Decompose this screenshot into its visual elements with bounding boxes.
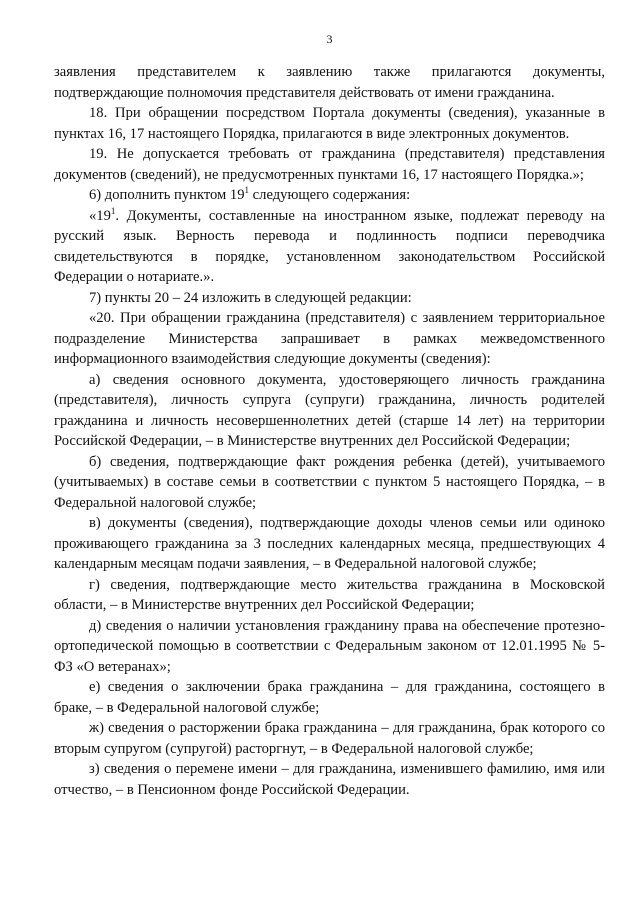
amendment-6-text-end: следующего содержания: xyxy=(249,187,411,203)
subitem-zh: ж) сведения о расторжении брака гражданина – для гражданина, брак которого со вторым супругом (супругой) расторгнут, – в Федеральной налоговой службе; xyxy=(54,720,605,757)
subitem-e: е) сведения о заключении брака гражданина – для гражданина, состоящего в браке, – в Федеральной налоговой службе; xyxy=(54,679,605,716)
paragraph-item-19-1 xyxy=(54,206,605,288)
subitem-b: б) сведения, подтверждающие факт рождения ребенка (детей), учитываемого (учитываемых) в составе семьи в соответствии с пунктом 5 настоящего Порядка, – в Федеральной налоговой службе; xyxy=(54,453,605,511)
amendment-6-text-start: 6) дополнить пунктом 19 xyxy=(89,187,245,203)
paragraph-item-19: 19. Не допускается требовать от гражданина (представителя) представления документов (сведений), не предусмотренных пунктами 16, 17 настоящего Порядка.»; xyxy=(54,146,605,183)
document-body xyxy=(54,62,605,800)
subitem-v: в) документы (сведения), подтверждающие доходы членов семьи или одиноко проживающего гражданина за 3 последних календарных месяца, предшествующих 4 календарным месяцам подачи заявления, – в Федеральной налоговой службе; xyxy=(54,515,605,572)
paragraph-amendment-6 xyxy=(54,185,605,206)
item-19-1-text: . Документы, составленные на иностранном языке, подлежат переводу на русский язык. Верность перевода и подлинность подписи переводчика свидетельствуются в порядке, установленном законодательством Российской Федерации о нотариате.». xyxy=(54,207,605,285)
amendment-6-superscript: 1 xyxy=(244,185,250,196)
paragraph-amendment-7: 7) пункты 20 – 24 изложить в следующей редакции: xyxy=(89,289,412,306)
subitem-d: д) сведения о наличии установления гражданину права на обеспечение протезно-ортопедической помощью в соответствии с Федеральным законом от 12.01.1995 № 5-ФЗ «О ветеранах»; xyxy=(54,617,605,675)
item-19-1-number: «19 xyxy=(89,207,111,224)
paragraph-item-18: 18. При обращении посредством Портала документы (сведения), указанные в пунктах 16, 17 настоящего Порядка, прилагаются в виде электронных документов. xyxy=(54,105,605,142)
page-number: 3 xyxy=(326,32,333,46)
subitem-g: г) сведения, подтверждающие место жительства гражданина в Московской области, – в Министерстве внутренних дел Российской Федерации; xyxy=(54,576,605,613)
paragraph-item-20: «20. При обращении гражданина (представителя) с заявлением территориальное подразделение Министерства запрашивает в рамках межведомственного информационного взаимодействия следующие документы (сведения): xyxy=(54,310,605,367)
subitem-a: а) сведения основного документа, удостоверяющего личность гражданина (представителя), личность супруга (супруги) гражданина, личность родителей гражданина и личность несовершеннолетних детей (старше 14 лет) на территории Российской Федерации, – в Министерстве внутренних дел Российской Федерации; xyxy=(54,371,605,449)
paragraph-continuation: заявления представителем к заявлению также прилагаются документы, подтверждающие полномочия представителя действовать от имени гражданина. xyxy=(54,64,605,101)
item-19-1-superscript: 1 xyxy=(110,205,116,216)
subitem-z: з) сведения о перемене имени – для гражданина, изменившего фамилию, имя или отчество, – в Пенсионном фонде Российской Федерации. xyxy=(54,761,605,798)
